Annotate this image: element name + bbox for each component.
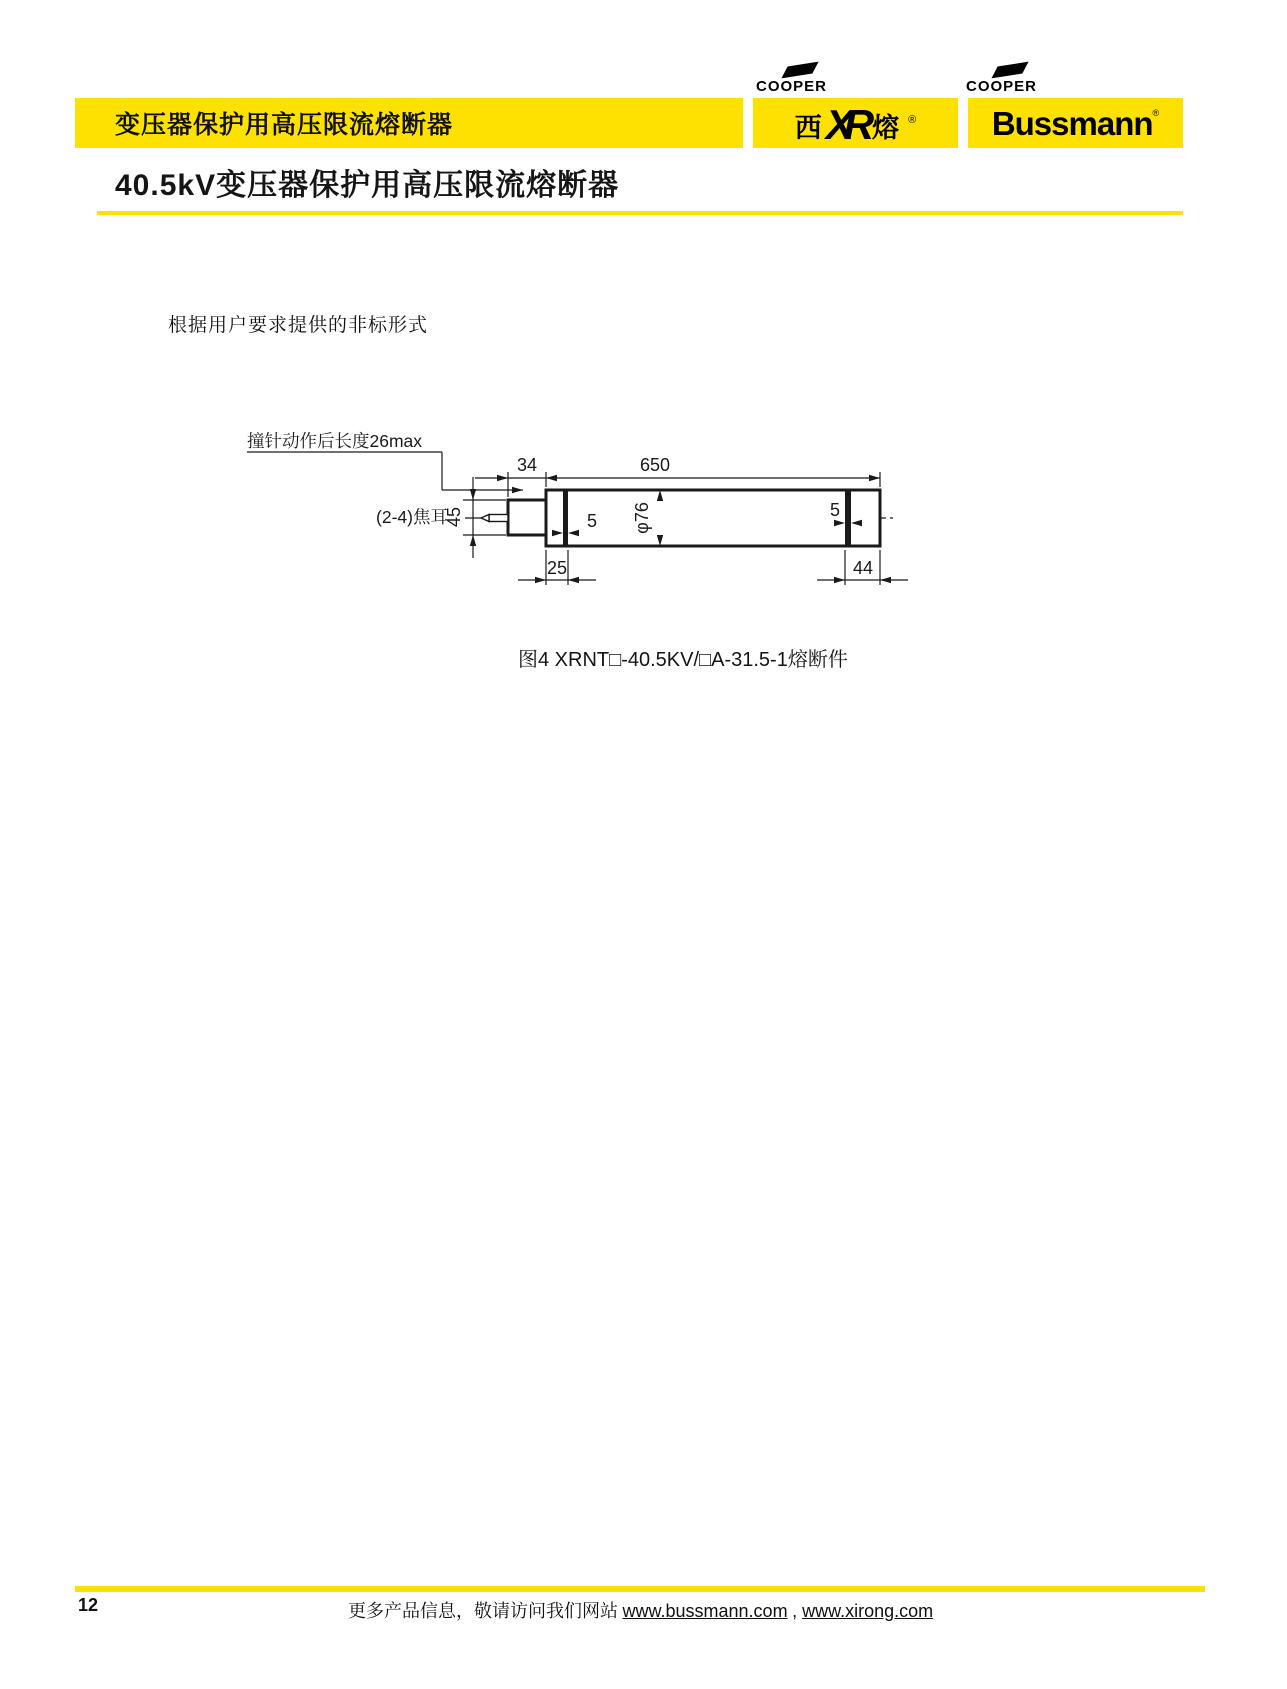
dim-right-offset-label: 44 xyxy=(852,558,874,578)
title-underline xyxy=(97,211,1183,215)
xirong-logo xyxy=(794,101,917,148)
xirong-xi-glyph: 西 xyxy=(794,113,822,143)
figure-caption: 图4 XRNT□-40.5KV/□A-31.5-1熔断件 xyxy=(518,649,848,671)
dim-left-wall-label: 5 xyxy=(586,511,598,531)
page-number: 12 xyxy=(78,1595,99,1615)
cooper-wordmark: COOPER xyxy=(966,78,1038,95)
striker-pin xyxy=(481,515,508,522)
striker-length-label: 撞针动作后长度26max xyxy=(247,431,423,451)
xirong-logo-block xyxy=(753,98,958,148)
bussmann-logo-block xyxy=(968,98,1183,148)
dim-right-wall-label: 5 xyxy=(829,500,841,520)
dim-diameter-label: φ76 xyxy=(632,502,652,534)
bussmann-logo xyxy=(991,104,1160,142)
fuse-end-cap xyxy=(508,500,546,535)
registered-mark: ® xyxy=(908,114,917,126)
section-header-bar xyxy=(75,98,743,148)
section-title: 变压器保护用高压限流熔断器 xyxy=(115,111,454,139)
cooper-wordmark: COOPER xyxy=(756,78,828,95)
fuse-technical-drawing xyxy=(235,415,915,610)
footer-text xyxy=(348,1597,933,1623)
xirong-url-link[interactable]: www.xirong.com xyxy=(802,1601,934,1621)
cooper-flag-icon xyxy=(781,62,818,79)
dim-cap-width-label: 34 xyxy=(516,455,538,475)
cooper-logo-right xyxy=(966,64,1046,98)
cooper-flag-icon xyxy=(991,62,1028,79)
lug-count-label: (2-4)焦耳 xyxy=(376,507,448,527)
cooper-logo-left xyxy=(756,64,836,98)
xirong-rong-glyph: 熔 xyxy=(872,113,900,143)
note-text: 根据用户要求提供的非标形式 xyxy=(168,315,429,336)
dim-cap-height-label: 45 xyxy=(444,506,464,528)
registered-mark: ® xyxy=(1152,107,1160,118)
xr-monogram-icon: XR xyxy=(825,101,865,148)
bussmann-url-link[interactable]: www.bussmann.com xyxy=(622,1601,788,1621)
url-separator: , xyxy=(792,1601,803,1621)
footer-rule xyxy=(75,1586,1205,1592)
fuse-drawing-svg xyxy=(235,415,915,610)
footer-note: 更多产品信息，敬请访问我们网站 xyxy=(348,1601,618,1621)
dim-left-offset-label: 25 xyxy=(546,558,568,578)
page-title: 40.5kV变压器保护用高压限流熔断器 xyxy=(115,169,620,202)
dim-body-length-label: 650 xyxy=(639,455,671,475)
bussmann-wordmark: Bussmann xyxy=(991,104,1153,142)
